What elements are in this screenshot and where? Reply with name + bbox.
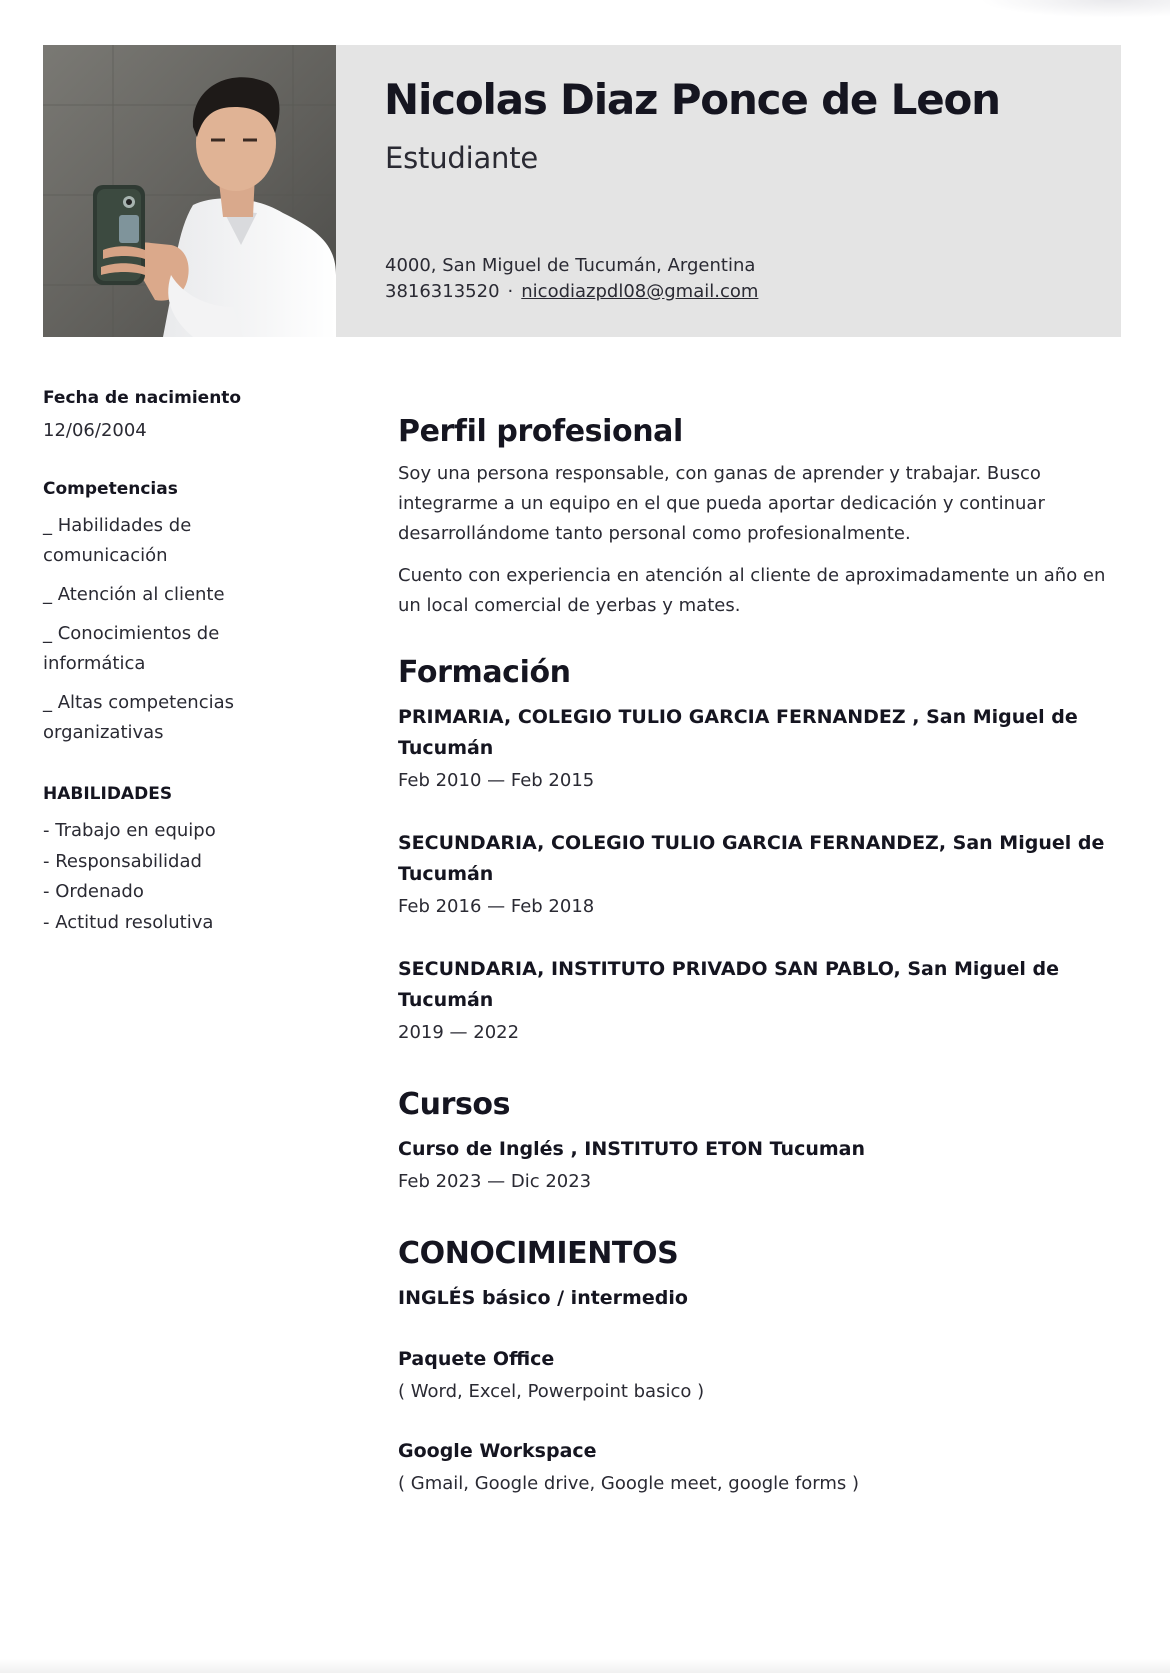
main-content [398, 414, 1124, 1494]
education-entry-dates: 2019 — 2022 [398, 1022, 520, 1043]
profile-paragraph: Cuento con experiencia en atención al cliente de aproximadamente un año en un local comercial de yerbas y mates. [398, 565, 1106, 616]
education-entry-title: SECUNDARIA, COLEGIO TULIO GARCIA FERNANDEZ, San Miguel de Tucumán [398, 832, 1105, 885]
competencia-item: _ Altas competencias organizativas [43, 692, 235, 743]
page-corner-shade [980, 0, 1170, 18]
education-entry-title: SECUNDARIA, INSTITUTO PRIVADO SAN PABLO, San Miguel de Tucumán [398, 958, 1060, 1011]
knowledge-entry [398, 1436, 1124, 1494]
education-entry-dates: Feb 2010 — Feb 2015 [398, 770, 595, 791]
course-entry-title: Curso de Inglés , INSTITUTO ETON Tucuman [398, 1138, 866, 1160]
profile-paragraph: Soy una persona responsable, con ganas de aprender y trabajar. Busco integrarme a un equipo en el que pueda aportar dedicación y continuar desarrollándome tanto personal como profesionalmente. [398, 463, 1045, 544]
sidebar [43, 388, 313, 938]
knowledge-entry-title: INGLÉS básico / intermedio [398, 1287, 688, 1309]
education-entry-dates: Feb 2016 — Feb 2018 [398, 896, 595, 917]
resume-header [43, 45, 1121, 337]
birth-date-value: 12/06/2004 [43, 420, 147, 441]
habilidad-item: - Ordenado [43, 881, 144, 902]
phone-number: 3816313520 [385, 281, 500, 302]
education-entry [398, 828, 1124, 917]
course-entry [398, 1134, 1124, 1192]
birth-date-label: Fecha de nacimiento [43, 388, 242, 408]
habilidad-item: - Actitud resolutiva [43, 911, 214, 933]
courses-section-title: Cursos [398, 1087, 511, 1122]
habilidad-item: - Responsabilidad [43, 850, 202, 872]
profile-section-title: Perfil profesional [398, 414, 683, 449]
competencias-list [43, 511, 313, 748]
education-entry [398, 954, 1124, 1043]
competencia-item: _ Habilidades de comunicación [43, 515, 192, 566]
competencias-heading: Competencias [43, 479, 178, 499]
competencia-item: _ Atención al cliente [43, 584, 225, 605]
job-title: Estudiante [385, 141, 539, 175]
education-entry-title: PRIMARIA, COLEGIO TULIO GARCIA FERNANDEZ , San Miguel de Tucumán [398, 706, 1078, 759]
competencia-item: _ Conocimientos de informática [43, 623, 220, 674]
knowledge-entry [398, 1344, 1124, 1402]
knowledge-entry-title: Paquete Office [398, 1348, 555, 1370]
habilidades-heading: HABILIDADES [43, 784, 173, 804]
profile-photo [43, 45, 336, 337]
habilidad-item: - Trabajo en equipo [43, 820, 216, 841]
knowledge-section-title: CONOCIMIENTOS [398, 1236, 679, 1271]
habilidades-list [43, 816, 313, 938]
education-section-title: Formación [398, 655, 571, 690]
knowledge-entry-detail: ( Word, Excel, Powerpoint basico ) [398, 1381, 705, 1402]
knowledge-entry [398, 1283, 1124, 1314]
contact-line [385, 281, 758, 302]
address: 4000, San Miguel de Tucumán, Argentina [385, 255, 756, 276]
knowledge-entry-detail: ( Gmail, Google drive, Google meet, google forms ) [398, 1473, 860, 1494]
knowledge-entry-title: Google Workspace [398, 1440, 597, 1462]
contact-separator: · [507, 281, 514, 302]
email-link[interactable]: nicodiazpdl08@gmail.com [521, 281, 759, 302]
candidate-name: Nicolas Diaz Ponce de Leon [384, 75, 1000, 124]
education-entry [398, 702, 1124, 791]
course-entry-dates: Feb 2023 — Dic 2023 [398, 1171, 592, 1192]
page-bottom-edge [0, 1659, 1170, 1673]
